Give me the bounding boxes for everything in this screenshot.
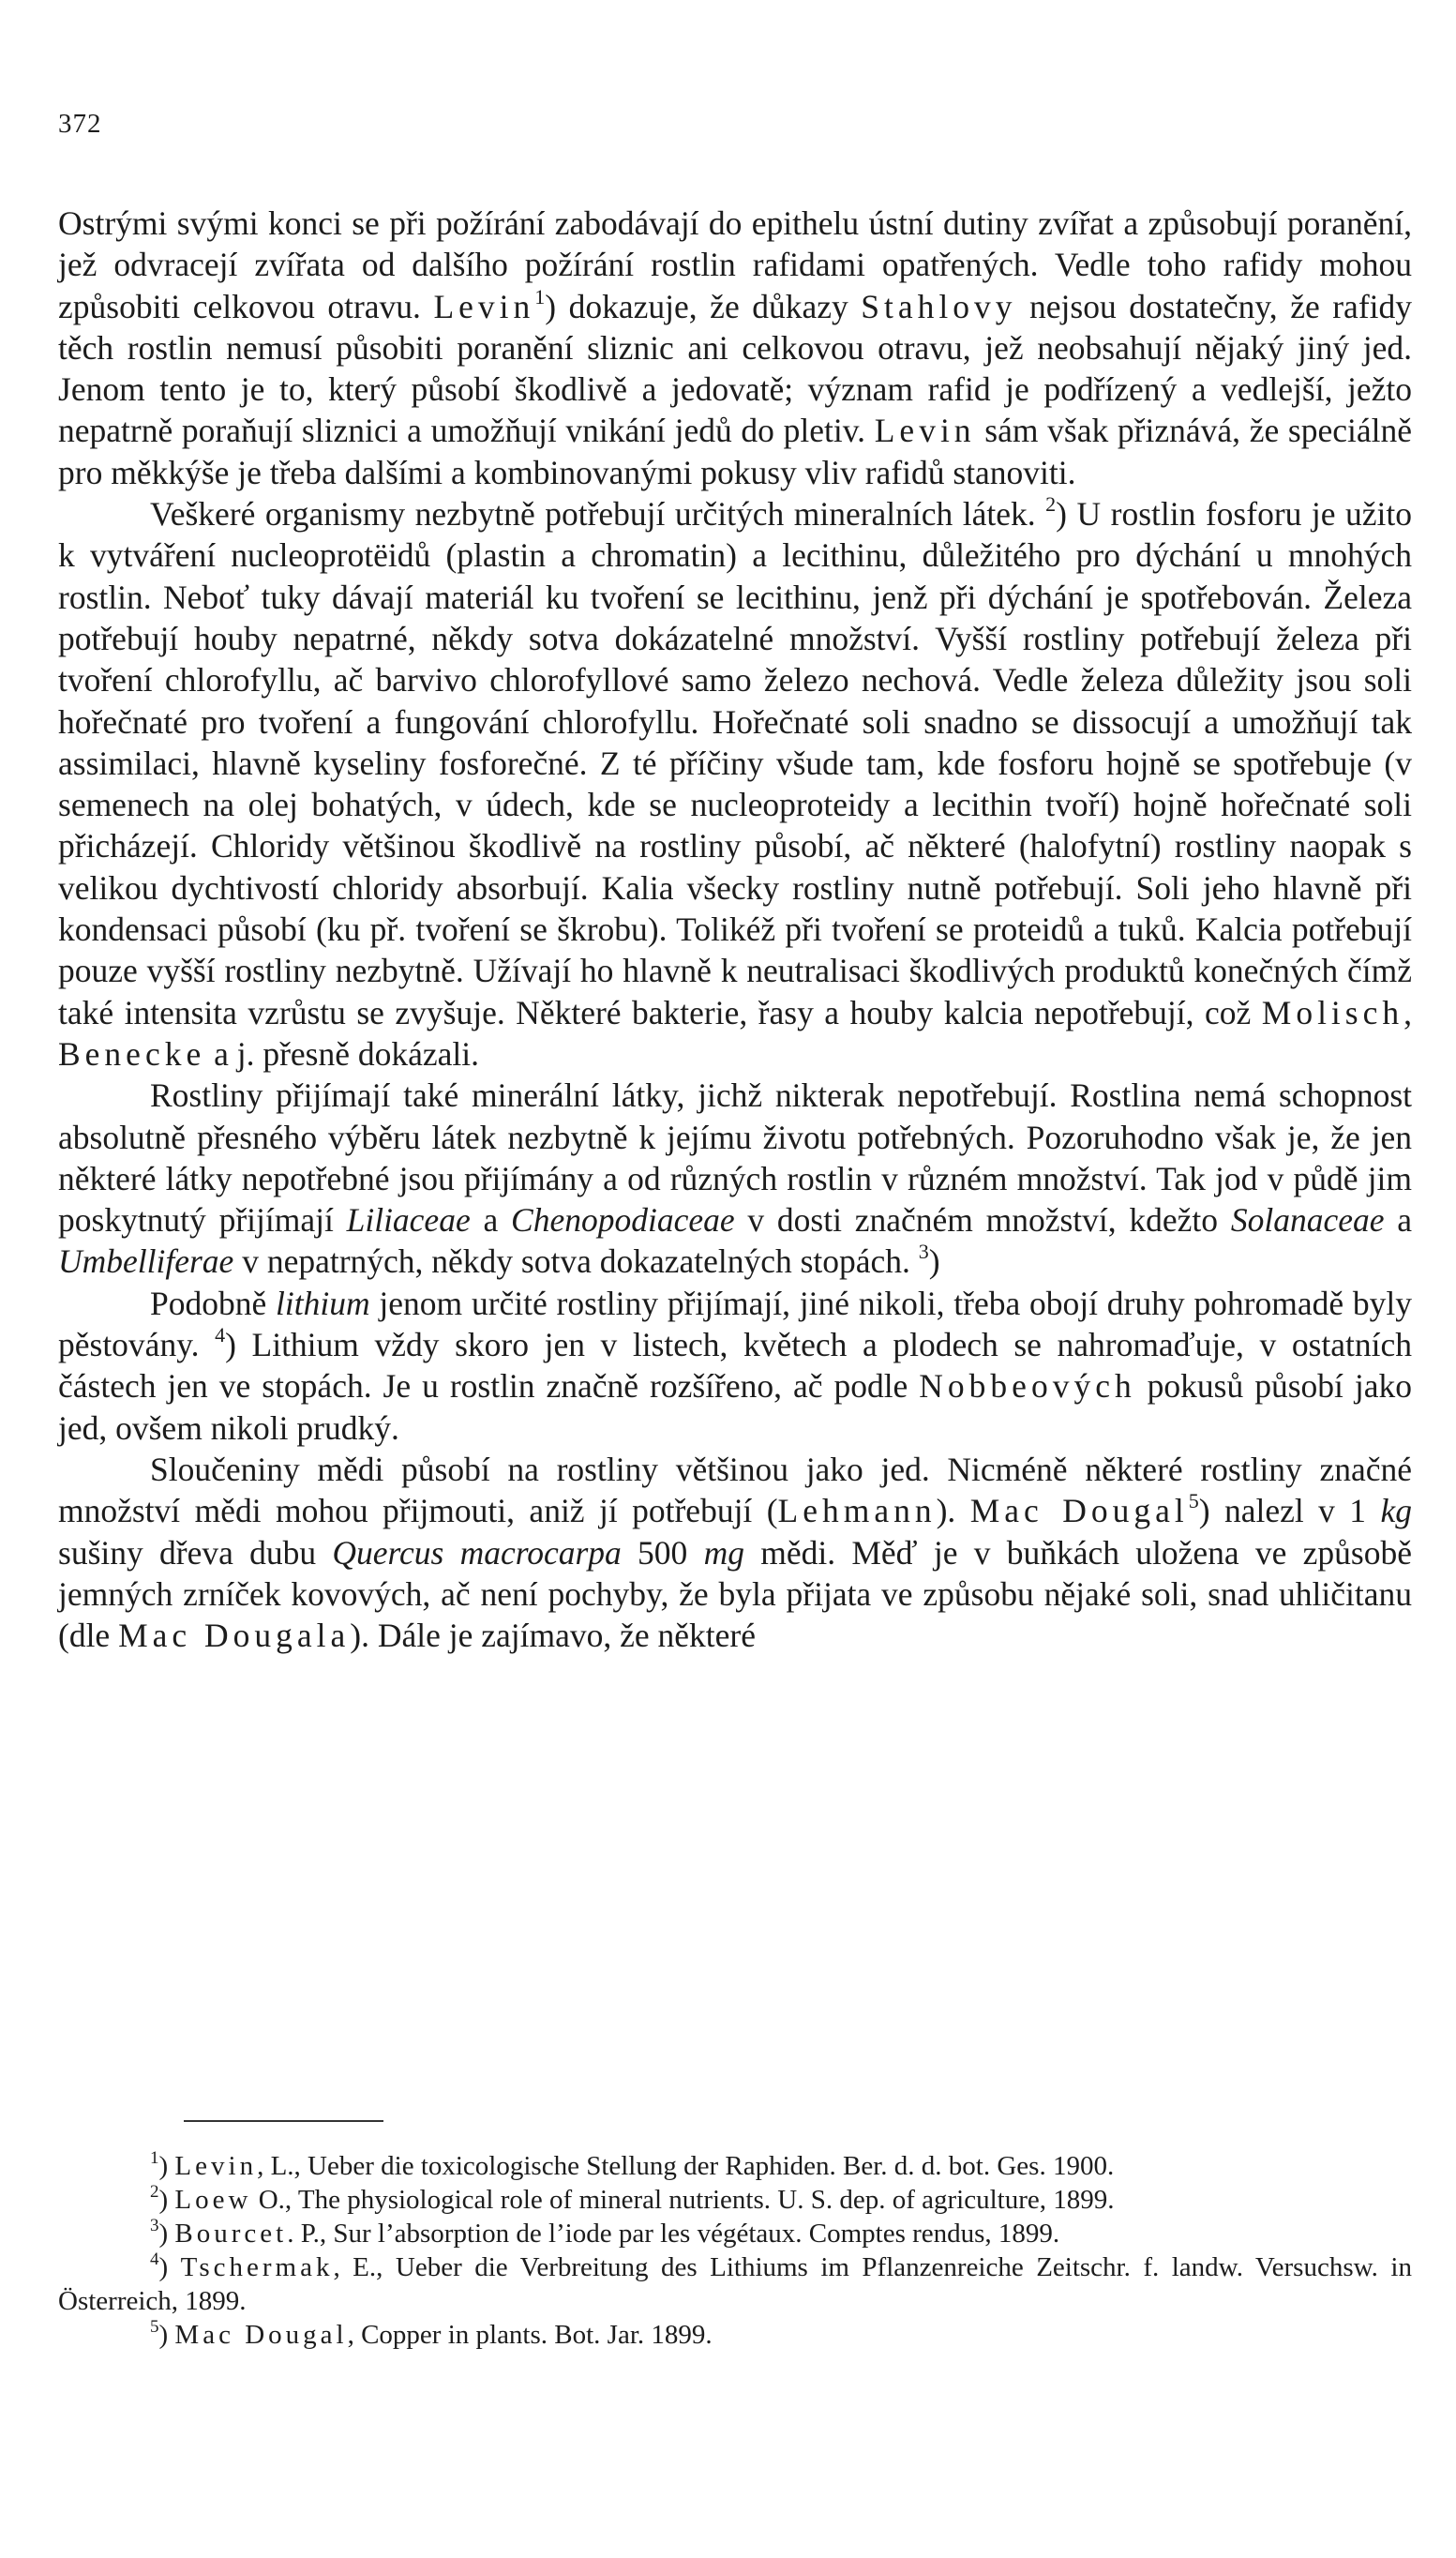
footnote-author: Bourcet: [174, 2219, 288, 2249]
author-levin: Levin: [433, 287, 535, 325]
author-mac-dougal: Mac Dougal: [969, 1492, 1189, 1530]
taxon-chenopodiaceae: Chenopodiaceae: [511, 1201, 735, 1240]
paragraph-3: Rostliny přijímají také minerální látky, jichž nikterak nepotřebují. Rostlina nemá schopnost absolutně přesného výběru látek nezbytně k jejímu životu potřebných. Pozoruhodno však je, že jen některé látky nepotřebné jsou přijímány a od různých rostlin v různém množství. Tak jod v půdě jim poskytnutý přijímají Liliaceae a Chenopodiaceae v dosti značném množství, kdežto Solanaceae a Umbelliferae v nepatrných, někdy sotva dokazatelných stopách. $^3$): [58, 1076, 1412, 1281]
author-nobbe: Nobbeových: [919, 1367, 1136, 1406]
footnote-divider: [184, 2120, 383, 2122]
footnote-ref-2: 2: [1045, 492, 1057, 517]
footnote-mark: 4: [150, 2250, 159, 2269]
footnote-ref-3: 3: [918, 1240, 929, 1264]
footnote-author: Loew: [174, 2185, 252, 2215]
taxon-quercus: Quercus macrocarpa: [332, 1533, 622, 1572]
page-number: 372: [58, 109, 102, 139]
footnote-5: $^5$) Mac Dougal, Copper in plants. Bot. Jar. 1899.: [150, 2317, 713, 2350]
author-lehmann: Lehmann: [777, 1492, 937, 1530]
footnote-ref-5: 5: [1188, 1489, 1199, 1513]
main-text: [58, 203, 1412, 1656]
taxon-umbelliferae: Umbelliferae: [58, 1242, 234, 1281]
taxon-liliaceae: Liliaceae: [346, 1201, 471, 1240]
footnote-text: , L., Ueber die toxicologische Stellung der Raphiden. Ber. d. d. bot. Ges. 1900.: [257, 2151, 1115, 2181]
author-levin-2: Levin: [874, 412, 976, 450]
footnote-3: $^3$) Bourcet. P., Sur l’absorption de l’iode par les végétaux. Comptes rendus, 1899.: [150, 2216, 1060, 2249]
unit-mg: mg: [703, 1533, 744, 1572]
unit-kg: kg: [1380, 1492, 1412, 1530]
paragraph-1: Ostrými svými konci se při požírání zabodávají do epithelu ústní dutiny zvířat a způsobují poranění, jež odvracejí zvířata od dalšího požírání rostlin rafidami opatřených. Vedle toho rafidy mohou způsobiti celkovou otravu. Levin$^1$) dokazuje, že důkazy Stahlovy nejsou dostatečny, že rafidy těch rostlin nemusí působiti poranění sliznic ani celkovou otravu, jež neobsahují nějaký jiný jed. Jenom tento je to, který působí škodlivě a jedovatě; význam rafid je podřízený a vedlejší, ježto nepatrně poraňují sliznici a umožňují vnikání jedů do pletiv. Levin sám však přiznává, že speciálně pro měkkýše je třeba dalšími a kombinovanými pokusy vliv rafidů stanoviti.: [58, 204, 1412, 491]
footnote-text: O., The physiological role of mineral nutrients. U. S. dep. of agriculture, 1899.: [251, 2185, 1115, 2215]
footnote-author: Levin: [174, 2151, 258, 2181]
footnote-2: $^2$) Loew O., The physiological role of mineral nutrients. U. S. dep. of agriculture, 1899.: [150, 2182, 1115, 2215]
paragraph-2: Veškeré organismy nezbytně potřebují určitých mineralních látek. $^2$) U rostlin fosforu je užito k vytváření nucleoprotëidů (plastin a chromatin) a lecithinu, důležitého pro dýchání u mnohých rostlin. Neboť tuky dávají materiál ku tvoření se lecithinu, jenž při dýchání je spotřebován. Železa potřebují houby nepatrné, někdy sotva dokázatelné množství. Vyšší rostliny potřebují železa při tvoření chlorofyllu, ač barvivo chlorofyllové samo železo nechová. Vedle železa důležity jsou soli hořečnaté pro tvoření a fungování chlorofyllu. Hořečnaté soli snadno se dissocují a umožňují tak assimilaci, hlavně kyseliny fosforečné. Z té příčiny všude tam, kde fosforu hojně se spotřebuje (v semenech na olej bohatých, v údech, kde se nucleoproteidy a lecithin tvoří) hojně hořečnaté soli přicházejí. Chloridy většinou škodlivě na rostliny působí, ač některé (halofytní) rostliny naopak s velikou dychtivostí chloridy absorbují. Kalia všecky rostliny nutně potřebují. Soli jeho hlavně při kondensaci působí (ku př. tvoření se škrobu). Tolikéž při tvoření se proteidů a tuků. Kalcia potřebují pouze vyšší rostliny nezbytně. Užívají ho hlavně k neutralisaci škodlivých produktů konečných čímž také intensita vzrůstu se zvyšuje. Některé bakterie, řasy a houby kalcia nepotřebují, což Molisch, Benecke a j. přesně dokázali.: [58, 492, 1412, 1073]
footnote-4: $^4$) Tschermak, E., Ueber die Verbreitung des Lithiums im Pflanzenreiche Zeitschr. f. landw. Versuchsw. in Österreich, 1899.: [58, 2250, 1412, 2316]
footnote-text: , E., Ueber die Verbreitung des Lithiums im Pflanzenreiche Zeitschr. f. landw. Versuchsw. in Österreich, 1899.: [58, 2252, 1412, 2316]
author-stahl: Stahlovy: [861, 287, 1017, 325]
footnote-1: $^1$) Levin, L., Ueber die toxicologische Stellung der Raphiden. Ber. d. d. bot. Ges. 1900.: [150, 2148, 1115, 2181]
footnote-text: . P., Sur l’absorption de l’iode par les végétaux. Comptes rendus, 1899.: [287, 2219, 1060, 2249]
paragraph-4: Podobně lithium jenom určité rostliny přijímají, jiné nikoli, třeba obojí druhy pohromadě byly pěstovány. $^4$) Lithium vždy skoro jen v listech, květech a plodech se nahromaďuje, v ostatních částech jen ve stopách. Je u rostlin značně rozšířeno, ač podle Nobbeových pokusů působí jako jed, ovšem nikoli prudký.: [58, 1284, 1413, 1447]
footnote-mark: 5: [150, 2317, 159, 2337]
footnote-ref-4: 4: [215, 1323, 226, 1347]
footnote-text: , Copper in plants. Bot. Jar. 1899.: [347, 2320, 713, 2350]
taxon-solanaceae: Solanaceae: [1230, 1201, 1385, 1240]
footnote-mark: 3: [150, 2216, 159, 2235]
footnote-author: Mac Dougal: [174, 2320, 348, 2350]
author-mac-dougala: Mac Dougala: [118, 1617, 351, 1655]
footnotes: [58, 2149, 1412, 2352]
author-molisch: Molisch: [1261, 993, 1404, 1031]
author-benecke: Benecke: [58, 1034, 206, 1073]
footnote-mark: 1: [150, 2148, 159, 2168]
footnote-ref-1: 1: [534, 284, 546, 308]
paragraph-5: Sloučeniny mědi působí na rostliny většinou jako jed. Nicméně některé rostliny značné množství mědi mohou přijmouti, aniž jí potřebují (Lehmann). Mac Dougal$^5$) nalezl v 1 kg sušiny dřeva dubu Quercus macrocarpa 500 mg mědi. Měď je v buňkách uložena ve způsobě jemných zrníček kovových, ač není pochyby, že byla přijata ve způsobu nějaké soli, snad uhličitanu (dle Mac Dougala). Dále je zajímavo, že některé: [58, 1450, 1412, 1655]
term-lithium: lithium: [276, 1284, 370, 1322]
footnote-mark: 2: [150, 2182, 159, 2202]
footnote-author: Tschermak: [180, 2252, 334, 2282]
